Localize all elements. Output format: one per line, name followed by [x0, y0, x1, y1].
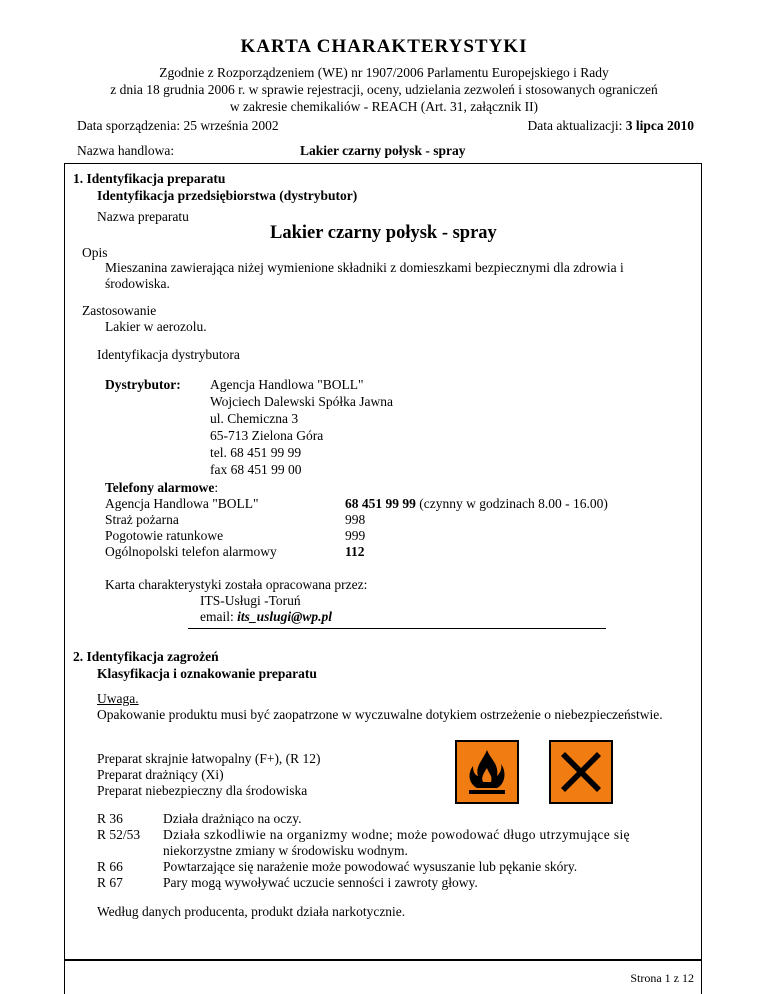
alarm-name: Pogotowie ratunkowe: [105, 528, 224, 543]
update-date-label: Data aktualizacji:: [527, 118, 626, 133]
regulation-line-1: Zgodnie z Rozporządzeniem (WE) nr 1907/2006 Parlamentu Europejskiego i Rady: [159, 65, 609, 80]
description-line-2: środowiska.: [105, 276, 170, 291]
prepared-by-label: Karta charakterystyki została opracowana przez:: [105, 577, 368, 592]
producer-note: Według danych producenta, produkt działa narkotycznie.: [97, 904, 406, 919]
alarm-phones-colon: :: [214, 480, 219, 495]
prepared-by-email: [200, 608, 332, 625]
note-label: Uwaga.: [97, 691, 139, 706]
description-line-1: Mieszanina zawierająca niżej wymienione składniki z domieszkami bezpiecznymi dla zdrowia i: [105, 260, 624, 275]
section-separator: [188, 628, 606, 629]
document-title: KARTA CHARAKTERYSTYKI: [240, 36, 528, 57]
flammable-hazard-icon: [455, 740, 519, 804]
section-2-subheading: Klasyfikacja i oznakowanie preparatu: [97, 666, 317, 681]
preparation-date: Data sporządzenia: 25 września 2002: [77, 118, 279, 133]
note-text: Opakowanie produktu musi być zaopatrzone w wyczuwalne dotykiem ostrzeżenie o niebezpieczeństwie.: [97, 707, 663, 722]
r-text: Działa drażniąco na oczy.: [163, 811, 302, 826]
footer-box: [64, 960, 702, 994]
prepared-by-name: ITS-Usługi -Toruń: [200, 593, 301, 608]
distributor-line: Wojciech Dalewski Spółka Jawna: [210, 394, 393, 409]
trade-name-value: Lakier czarny połysk - spray: [300, 143, 466, 158]
r-text: Działa szkodliwie na organizmy wodne; może powodować długo utrzymujące się: [163, 827, 630, 842]
alarm-name: Ogólnopolski telefon alarmowy: [105, 544, 277, 559]
r-text: Powtarzające się narażenie może powodować wysuszanie lub pękanie skóry.: [163, 859, 578, 874]
distributor-line: tel. 68 451 99 99: [210, 445, 302, 460]
classification-line: Preparat niebezpieczny dla środowiska: [97, 783, 308, 798]
alarm-number: 112: [345, 544, 365, 559]
distributor-line: Agencja Handlowa "BOLL": [210, 377, 364, 392]
distributor-line: fax 68 451 99 00: [210, 462, 302, 477]
prep-name-value: Lakier czarny połysk - spray: [270, 223, 497, 243]
update-date: [528, 117, 694, 134]
trade-name-label: Nazwa handlowa:: [77, 143, 175, 158]
alarm-number: 68 451 99 99: [345, 496, 416, 511]
alarm-name: Straż pożarna: [105, 512, 179, 527]
use-value: Lakier w aerozolu.: [105, 319, 207, 334]
r-code: R 66: [97, 859, 123, 874]
r-code: R 67: [97, 875, 123, 890]
classification-line: Preparat skrajnie łatwopalny (F+), (R 12): [97, 751, 321, 766]
page-number: Strona 1 z 12: [630, 971, 694, 985]
alarm-note: (czynny w godzinach 8.00 - 16.00): [415, 496, 608, 511]
update-date-value: 3 lipca 2010: [625, 118, 694, 133]
section-2-heading: 2. Identyfikacja zagrożeń: [73, 649, 219, 664]
distributor-label: Dystrybutor:: [105, 377, 181, 392]
distributor-id-label: Identyfikacja dystrybutora: [97, 347, 240, 362]
classification-line: Preparat drażniący (Xi): [97, 767, 224, 782]
description-label: Opis: [82, 245, 108, 260]
irritant-hazard-icon: [549, 740, 613, 804]
distributor-line: ul. Chemiczna 3: [210, 411, 299, 426]
section-1-subheading: Identyfikacja przedsiębiorstwa (dystrybutor): [97, 188, 358, 203]
regulation-line-2: z dnia 18 grudnia 2006 r. w sprawie rejestracji, oceny, udzielania zezwoleń i stosowanych ograniczeń: [110, 82, 658, 97]
distributor-address: [210, 376, 393, 478]
email-label: email:: [200, 609, 238, 624]
alarm-number-row: [345, 495, 608, 512]
email-link[interactable]: its_uslugi@wp.pl: [237, 609, 333, 624]
r-text: Pary mogą wywoływać uczucie senności i zawroty głowy.: [163, 875, 478, 890]
r-code: R 36: [97, 811, 123, 826]
regulation-line-3: w zakresie chemikaliów - REACH (Art. 31, załącznik II): [229, 99, 539, 114]
use-label: Zastosowanie: [82, 303, 157, 318]
r-text: niekorzystne zmiany w środowisku wodnym.: [163, 843, 408, 858]
alarm-phones-heading: [105, 479, 218, 496]
alarm-phones-label: Telefony alarmowe: [105, 480, 215, 495]
distributor-line: 65-713 Zielona Góra: [210, 428, 324, 443]
alarm-name: Agencja Handlowa "BOLL": [105, 496, 259, 511]
prep-name-label: Nazwa preparatu: [97, 209, 189, 224]
alarm-number: 999: [345, 528, 366, 543]
alarm-number: 998: [345, 512, 366, 527]
r-code: R 52/53: [97, 827, 141, 842]
section-1-heading: 1. Identyfikacja preparatu: [73, 171, 226, 186]
